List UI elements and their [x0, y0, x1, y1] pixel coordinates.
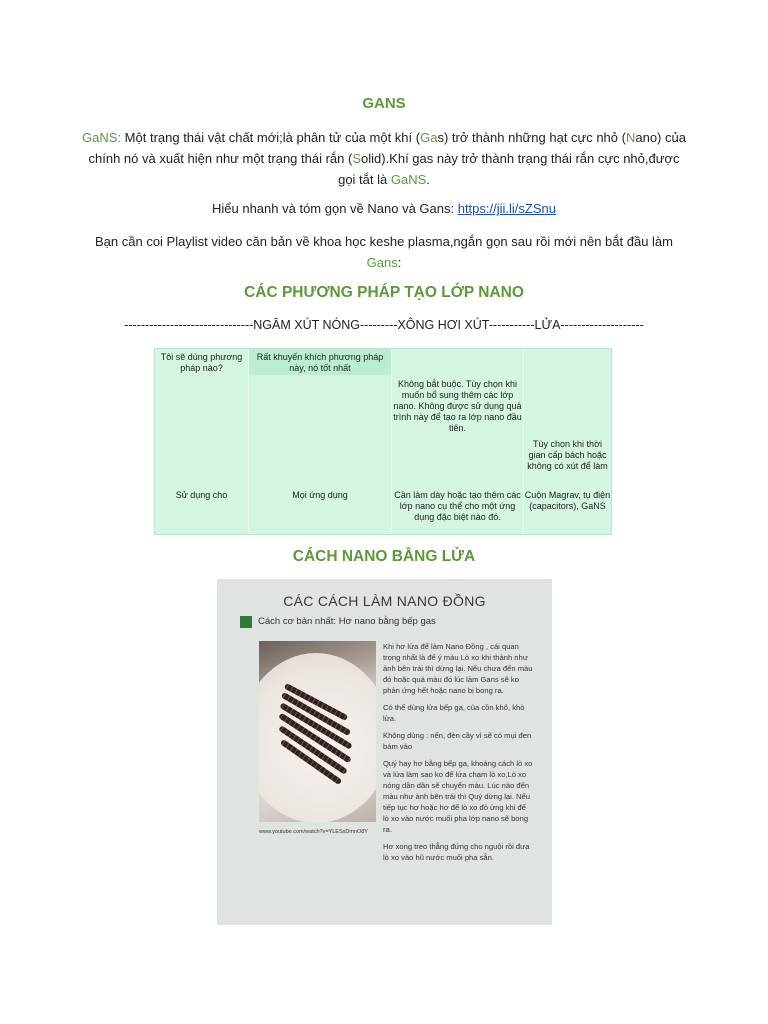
gans-term: GaNS:	[82, 130, 122, 145]
nano-copper-infographic	[217, 579, 552, 925]
infographic-p5: Hơ xong treo thẳng đứng cho nguội rồi đưa lò xo vào hũ nước muối pha sẵn.	[383, 842, 530, 862]
table-optional: Không bắt buộc. Tùy chọn khi muốn bổ sung thêm các lớp nano. Không được sử dụng quá trình này để tạo ra lớp nano đầu tiên.	[393, 379, 522, 433]
section-heading-methods: CÁC PHƯƠNG PHÁP TẠO LỚP NANO	[244, 284, 524, 301]
intro-paragraph: GaNS: Một trạng thái vật chất mới;là phân tử của một khí (Gas) trở thành những hạt cực nhỏ (Nano) của chính nó và xuất hiện như một trạng thái rắn (Solid).Khí gas này trở thành trạng thái rắn cực nhỏ,được gọi tắt là GaNS.	[82, 130, 686, 187]
copper-coil-photo	[259, 641, 376, 822]
quick-link[interactable]: https://jii.li/sZSnu	[457, 201, 556, 216]
page-title: GANS	[362, 95, 406, 112]
table-use-label: Sử dụng cho	[175, 490, 228, 500]
infographic-title: CÁC CÁCH LÀM NANO ĐỒNG	[283, 593, 486, 609]
table-use-thicken: Cần làm dày hoặc tạo thêm các lớp nano cụ thể cho một ứng dụng đặc biệt nào đó.	[394, 490, 521, 522]
table-use-magrav: Cuộn Magrav, tụ điện (capacitors), GaNS	[524, 490, 611, 511]
infographic-p2: Có thể dùng lửa bếp ga, của cồn khô, khò lửa.	[383, 703, 525, 723]
infographic-p3: Không dùng : nến, đèn cầy vì sẽ có mụi đen bám vào	[383, 731, 532, 751]
table-divider	[248, 349, 249, 534]
video-url: www.youtube.com/watch?v=YLESxDmnO8Y	[259, 829, 368, 835]
infographic-bullet: Cách cơ bản nhất: Hơ nano bằng bếp gas	[258, 616, 436, 627]
methods-table	[154, 348, 612, 535]
quick-link-line: Hiểu nhanh và tóm gọn về Nano và Gans: https://jii.li/sZSnu	[212, 201, 556, 216]
playlist-paragraph: Bạn cần coi Playlist video căn bản về khoa học keshe plasma,ngắn gọn sau rồi mới nên bắt đầu làm Gans:	[95, 234, 673, 270]
infographic-text	[383, 641, 533, 869]
table-recommend: Rất khuyến khích phương pháp này, nó tốt nhất	[249, 349, 391, 375]
table-question: Tôi sẽ dùng phương pháp nào?	[160, 352, 243, 373]
table-use-all: Mọi ứng dụng	[292, 490, 348, 500]
infographic-p4: Quý hay hơ bằng bếp ga, khoảng cách lò xo và lửa làm sao ko để lửa chạm lò xo,Lò xo nóng dần dần sẽ chuyển màu. Lúc nào đến màu như ảnh bên trái thì Quý dừng lại. Nếu tiếp tục hơ hoặc hơ để lò xo đỏ ửng khi để lò xo vào nước muối pha lớp nano sẽ bong ra.	[383, 759, 533, 834]
green-square-icon	[240, 616, 252, 628]
methods-dash-line: -------------------------------NGÂM XÚT NÓNG---------XÔNG HƠI XÚT-----------LỬA--------------------	[124, 318, 644, 332]
infographic-p1: Khi hơ lửa để làm Nano Đồng , cái quan trọng nhất là để ý màu Lò xo khi thành như ảnh bên trái thì dừng lại. Nếu chưa đến màu đó hoặc quá màu đó lúc làm Gans sẽ ko phản ứng hết hoặc nano bị bong ra.	[383, 642, 533, 695]
section-heading-fire: CÁCH NANO BẰNG LỬA	[292, 548, 476, 565]
table-urgent: Tùy chọn khi thời gian cấp bách hoặc không có xút để làm	[527, 439, 608, 471]
